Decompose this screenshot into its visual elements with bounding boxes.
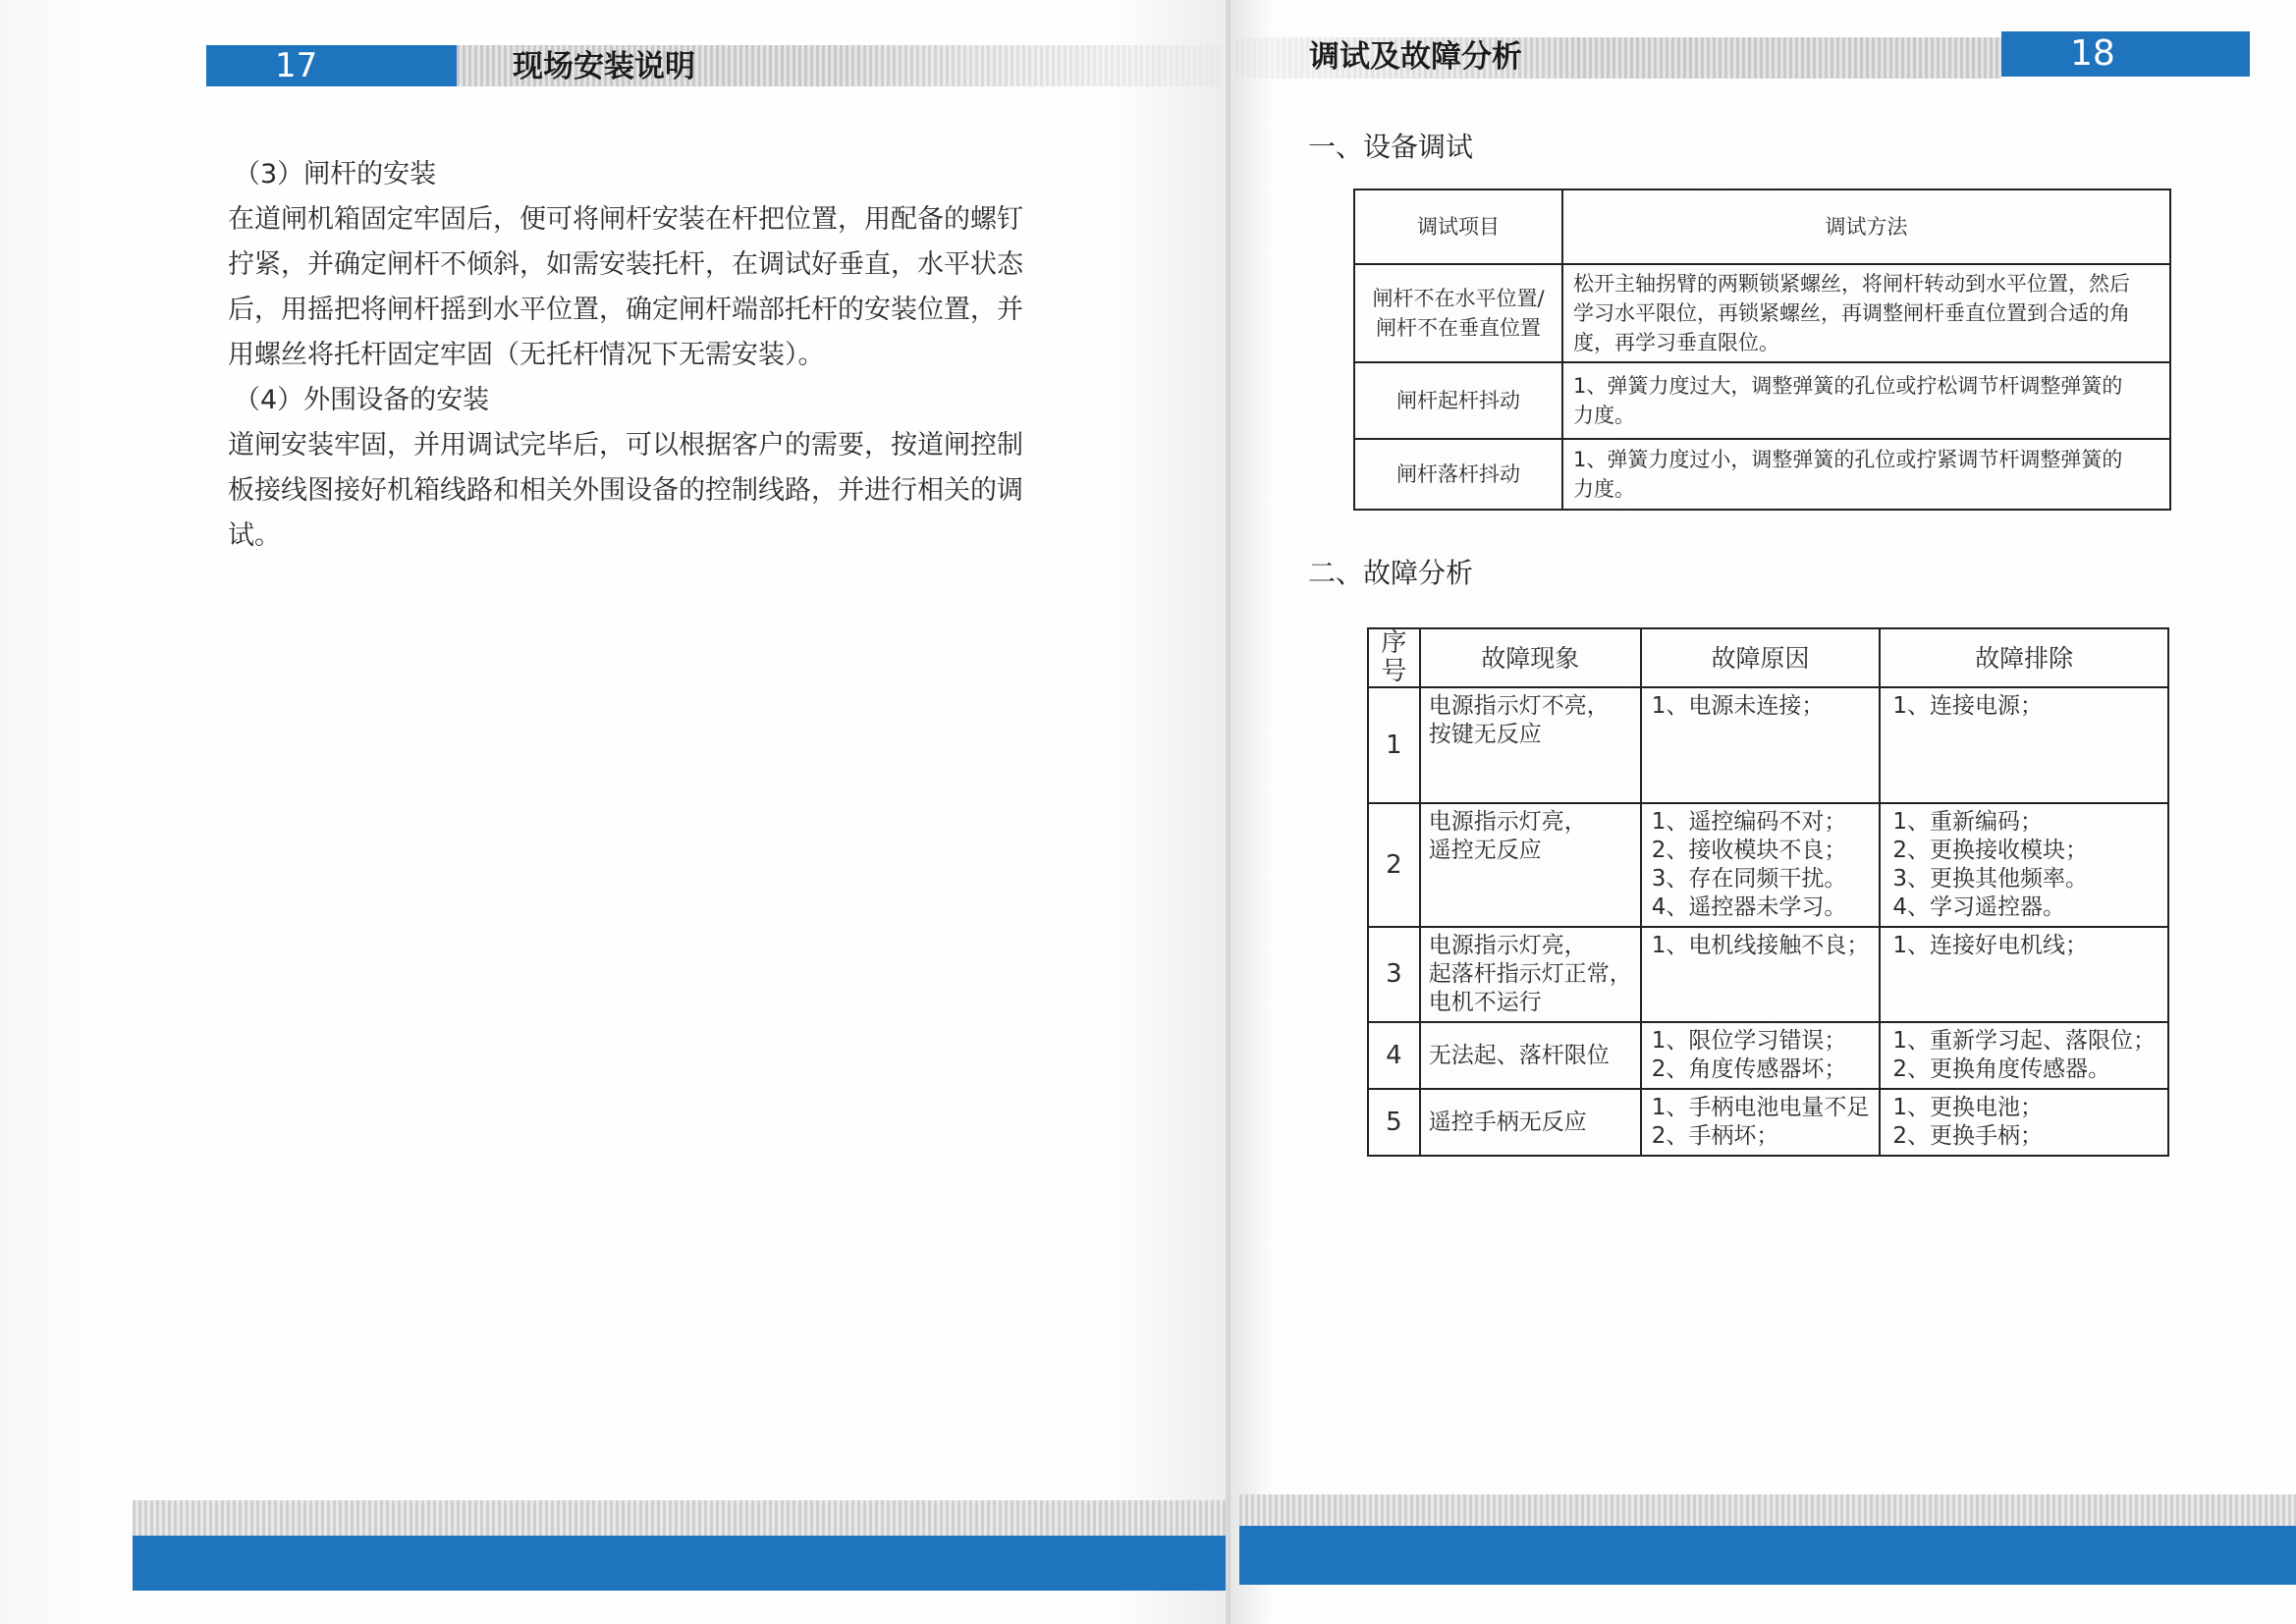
section-heading-peripherals: （4）外围设备的安装 bbox=[234, 385, 490, 415]
debug-item-cell bbox=[1354, 362, 1562, 439]
cell-line: 无法起、落杆限位 bbox=[1428, 1042, 1610, 1068]
fault-no-cell: 1 bbox=[1368, 687, 1420, 803]
cell-line: 力度。 bbox=[1573, 477, 1635, 501]
debug-item-cell bbox=[1354, 439, 1562, 510]
section-heading-gate-arm: （3）闸杆的安装 bbox=[234, 159, 437, 189]
cell-line: 学习水平限位，再锁紧螺丝，再调整闸杆垂直位置到合适的角 bbox=[1573, 301, 2130, 325]
table-row bbox=[1354, 439, 2170, 510]
cell-line: 度，再学习垂直限位。 bbox=[1573, 331, 1779, 354]
fault-phenomenon-cell bbox=[1420, 1022, 1641, 1089]
footer-stripe-right bbox=[1239, 1494, 2296, 1526]
fault-cause-cell bbox=[1641, 927, 1881, 1022]
fault-fix-cell bbox=[1880, 1022, 2168, 1089]
table-row bbox=[1368, 803, 2168, 927]
paragraph-line: 用螺丝将托杆固定牢固（无托杆情况下无需安装）。 bbox=[228, 340, 825, 370]
cell-line: 1、连接好电机线； bbox=[1892, 933, 2088, 958]
fault-fix-cell bbox=[1880, 803, 2168, 927]
cell-line: 1、遥控编码不对； bbox=[1651, 809, 1847, 835]
cell-line: 闸杆不在水平位置/ bbox=[1372, 287, 1545, 310]
cell-line: 松开主轴拐臂的两颗锁紧螺丝，将闸杆转动到水平位置，然后 bbox=[1573, 272, 2130, 296]
cell-line: 4、学习遥控器。 bbox=[1892, 894, 2065, 920]
paragraph-line: 拧紧，并确定闸杆不倾斜，如需安装托杆，在调试好垂直，水平状态 bbox=[228, 249, 1023, 280]
footer-stripe-left bbox=[133, 1500, 1230, 1536]
fault-cause-cell bbox=[1641, 1022, 1881, 1089]
fault-cause-cell bbox=[1641, 803, 1881, 927]
cell-line: 电源指示灯亮， bbox=[1428, 933, 1587, 958]
paragraph-line: 在道闸机箱固定牢固后，便可将闸杆安装在杆把位置，用配备的螺钉 bbox=[228, 204, 1023, 235]
cell-line: 电机不运行 bbox=[1428, 990, 1542, 1015]
cell-line: 遥控无反应 bbox=[1428, 838, 1542, 863]
table-header-row bbox=[1354, 189, 2170, 264]
footer-bar-left bbox=[133, 1536, 1230, 1591]
cell-line: 1、手柄电池电量不足 bbox=[1651, 1095, 1870, 1120]
fault-phenomenon-cell bbox=[1420, 803, 1641, 927]
cell-line: 2、手柄坏； bbox=[1651, 1123, 1779, 1149]
cell-line: 1、更换电池； bbox=[1892, 1095, 2043, 1120]
table-row bbox=[1368, 687, 2168, 803]
fault-no-cell: 2 bbox=[1368, 803, 1420, 927]
fault-phenomenon-cell bbox=[1420, 927, 1641, 1022]
table-row bbox=[1368, 1022, 2168, 1089]
header-cell-no: 序号 bbox=[1368, 628, 1420, 687]
table-row bbox=[1368, 1089, 2168, 1156]
cell-line: 1、重新编码； bbox=[1892, 809, 2043, 835]
cell-line: 2、接收模块不良； bbox=[1651, 838, 1847, 863]
cell-line: 2、更换手柄； bbox=[1892, 1123, 2043, 1149]
fault-phenomenon-cell bbox=[1420, 687, 1641, 803]
table-row bbox=[1368, 927, 2168, 1022]
cell-line: 闸杆落杆抖动 bbox=[1396, 462, 1520, 486]
cell-line: 闸杆不在垂直位置 bbox=[1376, 316, 1541, 340]
fault-cause-cell bbox=[1641, 687, 1881, 803]
page-title-left: 现场安装说明 bbox=[513, 49, 695, 84]
header-cell-cause: 故障原因 bbox=[1641, 628, 1881, 687]
cell-line: 按键无反应 bbox=[1428, 722, 1542, 747]
installation-text bbox=[228, 152, 1053, 559]
cell-line: 1、重新学习起、落限位； bbox=[1892, 1028, 2156, 1054]
footer-bar-right bbox=[1239, 1526, 2296, 1585]
page-number-left: 17 bbox=[206, 45, 457, 86]
paragraph-line: 后，用摇把将闸杆摇到水平位置，确定闸杆端部托杆的安装位置，并 bbox=[228, 295, 1023, 325]
cell-line: 2、更换接收模块； bbox=[1892, 838, 2088, 863]
cell-line: 闸杆起杆抖动 bbox=[1396, 389, 1520, 412]
cell-line: 1、连接电源； bbox=[1892, 693, 2043, 719]
cell-line: 1、电源未连接； bbox=[1651, 693, 1825, 719]
section-title-debug: 一、设备调试 bbox=[1308, 131, 1474, 163]
table-row bbox=[1354, 264, 2170, 362]
header-cell-phenomenon: 故障现象 bbox=[1420, 628, 1641, 687]
fault-fix-cell bbox=[1880, 927, 2168, 1022]
fault-no-cell: 3 bbox=[1368, 927, 1420, 1022]
header-cell-method: 调试方法 bbox=[1562, 189, 2170, 264]
page-number-right: 18 bbox=[2001, 31, 2250, 77]
fault-no-cell: 5 bbox=[1368, 1089, 1420, 1156]
cell-line: 起落杆指示灯正常， bbox=[1428, 961, 1632, 987]
debug-table bbox=[1353, 189, 2171, 511]
paragraph-line: 板接线图接好机箱线路和相关外围设备的控制线路，并进行相关的调 bbox=[228, 475, 1023, 506]
section-title-faults: 二、故障分析 bbox=[1308, 557, 1474, 589]
cell-line: 4、遥控器未学习。 bbox=[1651, 894, 1847, 920]
fault-cause-cell bbox=[1641, 1089, 1881, 1156]
fault-phenomenon-cell bbox=[1420, 1089, 1641, 1156]
page-title-right: 调试及故障分析 bbox=[1309, 39, 1522, 75]
cell-line: 1、限位学习错误； bbox=[1651, 1028, 1847, 1054]
header-cell-item: 调试项目 bbox=[1354, 189, 1562, 264]
debug-method-cell bbox=[1562, 362, 2170, 439]
fault-table bbox=[1367, 627, 2169, 1157]
cell-line: 力度。 bbox=[1573, 404, 1635, 427]
cell-line: 3、存在同频干扰。 bbox=[1651, 866, 1847, 892]
cell-line: 电源指示灯亮， bbox=[1428, 809, 1587, 835]
cell-line: 1、电机线接触不良； bbox=[1651, 933, 1870, 958]
fault-no-cell: 4 bbox=[1368, 1022, 1420, 1089]
debug-method-cell bbox=[1562, 439, 2170, 510]
header-cell-fix: 故障排除 bbox=[1880, 628, 2168, 687]
table-header-row bbox=[1368, 628, 2168, 687]
fault-fix-cell bbox=[1880, 687, 2168, 803]
paragraph-line: 道闸安装牢固，并用调试完毕后，可以根据客户的需要，按道闸控制 bbox=[228, 430, 1023, 460]
cell-line: 电源指示灯不亮， bbox=[1428, 693, 1610, 719]
cell-line: 2、更换角度传感器。 bbox=[1892, 1056, 2110, 1082]
debug-item-cell bbox=[1354, 264, 1562, 362]
debug-method-cell bbox=[1562, 264, 2170, 362]
table-row bbox=[1354, 362, 2170, 439]
cell-line: 2、角度传感器坏； bbox=[1651, 1056, 1847, 1082]
fault-fix-cell bbox=[1880, 1089, 2168, 1156]
cell-line: 3、更换其他频率。 bbox=[1892, 866, 2088, 892]
paragraph-line: 试。 bbox=[228, 520, 281, 551]
cell-line: 1、弹簧力度过小，调整弹簧的孔位或拧紧调节杆调整弹簧的 bbox=[1573, 448, 2123, 471]
cell-line: 1、弹簧力度过大，调整弹簧的孔位或拧松调节杆调整弹簧的 bbox=[1573, 374, 2123, 398]
cell-line: 遥控手柄无反应 bbox=[1428, 1109, 1587, 1135]
